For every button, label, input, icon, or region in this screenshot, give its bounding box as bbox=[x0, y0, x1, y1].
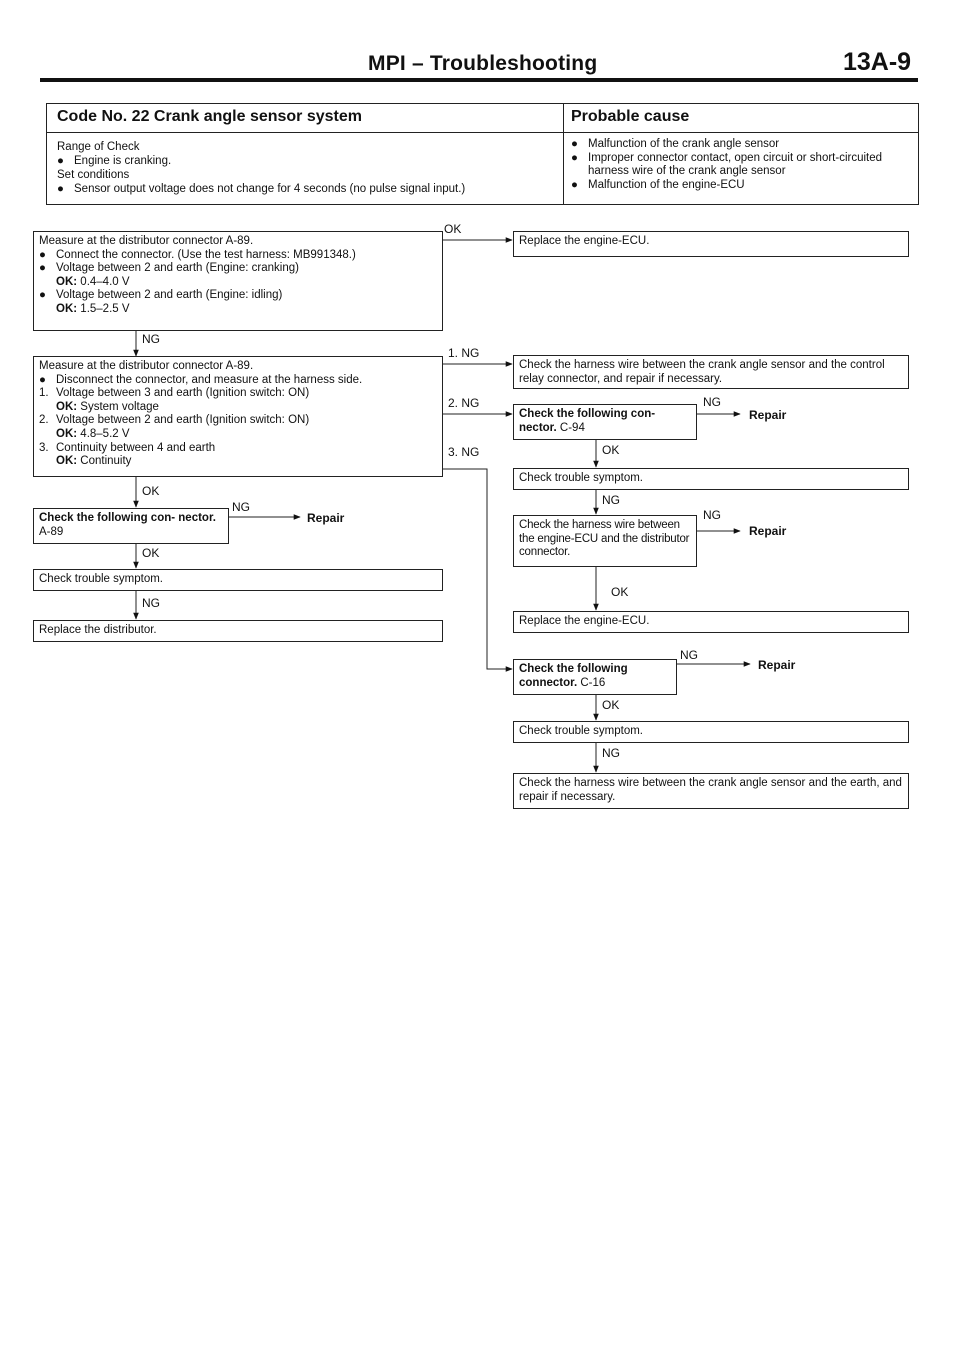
ng-label: NG bbox=[602, 746, 620, 760]
code-title: Code No. 22 Crank angle sensor system bbox=[57, 108, 362, 125]
cause-item: ● Malfunction of the crank angle sensor bbox=[571, 138, 780, 150]
ng-3-label: 3. NG bbox=[448, 445, 480, 459]
ng-label: NG bbox=[602, 493, 620, 507]
bullet-icon: ● bbox=[39, 373, 46, 386]
check-harness-control-relay: Check the harness wire between the crank angle sensor and the control relay connector, and repair if necessary. bbox=[513, 355, 909, 389]
check-trouble-symptom: Check trouble symptom. bbox=[33, 569, 443, 591]
step-measure-connected: Measure at the distributor connector A-89. ● Connect the connector. (Use the test harness: MB991348.) ● Voltage between 2 and earth (Engine: cranking) OK: 0.4–4.0 V ● Voltage between 2 and earth (Engine: idling) OK: 1.5–2.5 V bbox=[33, 231, 443, 331]
check-harness-earth: Check the harness wire between the crank angle sensor and the earth, and repair if necessary. bbox=[513, 773, 909, 809]
ok-label: OK bbox=[602, 698, 620, 712]
cause-item: ● Improper connector contact, open circuit or short-circuited harness wire of the crank angle sensor bbox=[571, 151, 883, 178]
ng-label: NG bbox=[142, 596, 160, 610]
check-connector-a89: Check the following con- nector. A-89 bbox=[33, 508, 229, 544]
repair-label: Repair bbox=[749, 524, 787, 538]
replace-engine-ecu: Replace the engine-ECU. bbox=[513, 611, 909, 633]
step-measure-harness: Measure at the distributor connector A-89. ● Disconnect the connector, and measure at the harness side. 1. Voltage between 3 and earth (Ignition switch: ON) OK: System voltage 2. Voltage between 2 and earth (Ignition switch: ON) OK: 4.8–5.2 V 3. Continuity between 4 and earth OK: Continuity bbox=[33, 356, 443, 477]
check-harness-ecu-distributor: Check the harness wire between the engine-ECU and the distributor connector. bbox=[513, 515, 697, 567]
ng-label: NG bbox=[142, 332, 160, 346]
ng-2-label: 2. NG bbox=[448, 396, 480, 410]
bullet-icon: ● bbox=[57, 155, 64, 167]
bullet-icon: ● bbox=[571, 151, 578, 164]
bullet-icon: ● bbox=[39, 262, 46, 275]
ok-label: OK bbox=[142, 484, 160, 498]
cause-item: ● Malfunction of the engine-ECU bbox=[571, 178, 745, 191]
ok-label: OK bbox=[444, 222, 462, 236]
ok-label: OK bbox=[602, 443, 620, 457]
page-title: MPI – Troubleshooting bbox=[368, 52, 598, 75]
check-trouble-symptom: Check trouble symptom. bbox=[513, 721, 909, 743]
ng-label: NG bbox=[680, 648, 698, 662]
check-connector-c16: Check the following connector. C-16 bbox=[513, 659, 677, 695]
repair-label: Repair bbox=[749, 408, 787, 422]
range-item: ● Engine is cranking. bbox=[57, 155, 172, 167]
repair-label: Repair bbox=[307, 511, 345, 525]
set-conditions-label: Set conditions bbox=[57, 169, 130, 181]
bullet-icon: ● bbox=[571, 178, 578, 191]
ng-label: NG bbox=[703, 395, 721, 409]
ng-label: NG bbox=[703, 508, 721, 522]
ng-label: NG bbox=[232, 500, 250, 514]
repair-label: Repair bbox=[758, 658, 796, 672]
ng-1-label: 1. NG bbox=[448, 346, 480, 360]
replace-distributor: Replace the distributor. bbox=[33, 620, 443, 642]
range-label: Range of Check bbox=[57, 141, 140, 153]
check-connector-c94: Check the following con- nector. C-94 bbox=[513, 404, 697, 440]
ok-label: OK bbox=[611, 585, 629, 599]
page-number: 13A-9 bbox=[843, 48, 912, 76]
replace-engine-ecu: Replace the engine-ECU. bbox=[513, 231, 909, 257]
bullet-icon: ● bbox=[39, 289, 46, 302]
bullet-icon: ● bbox=[571, 138, 578, 150]
bullet-icon: ● bbox=[39, 248, 46, 261]
set-conditions-item: ● Sensor output voltage does not change for 4 seconds (no pulse signal input.) bbox=[57, 183, 466, 195]
probable-cause-title: Probable cause bbox=[571, 108, 690, 125]
bullet-icon: ● bbox=[57, 183, 64, 195]
ok-label: OK bbox=[142, 546, 160, 560]
check-trouble-symptom: Check trouble symptom. bbox=[513, 468, 909, 490]
step-title: Measure at the distributor connector A-89. bbox=[39, 360, 254, 372]
step-title: Measure at the distributor connector A-89. bbox=[39, 235, 254, 247]
